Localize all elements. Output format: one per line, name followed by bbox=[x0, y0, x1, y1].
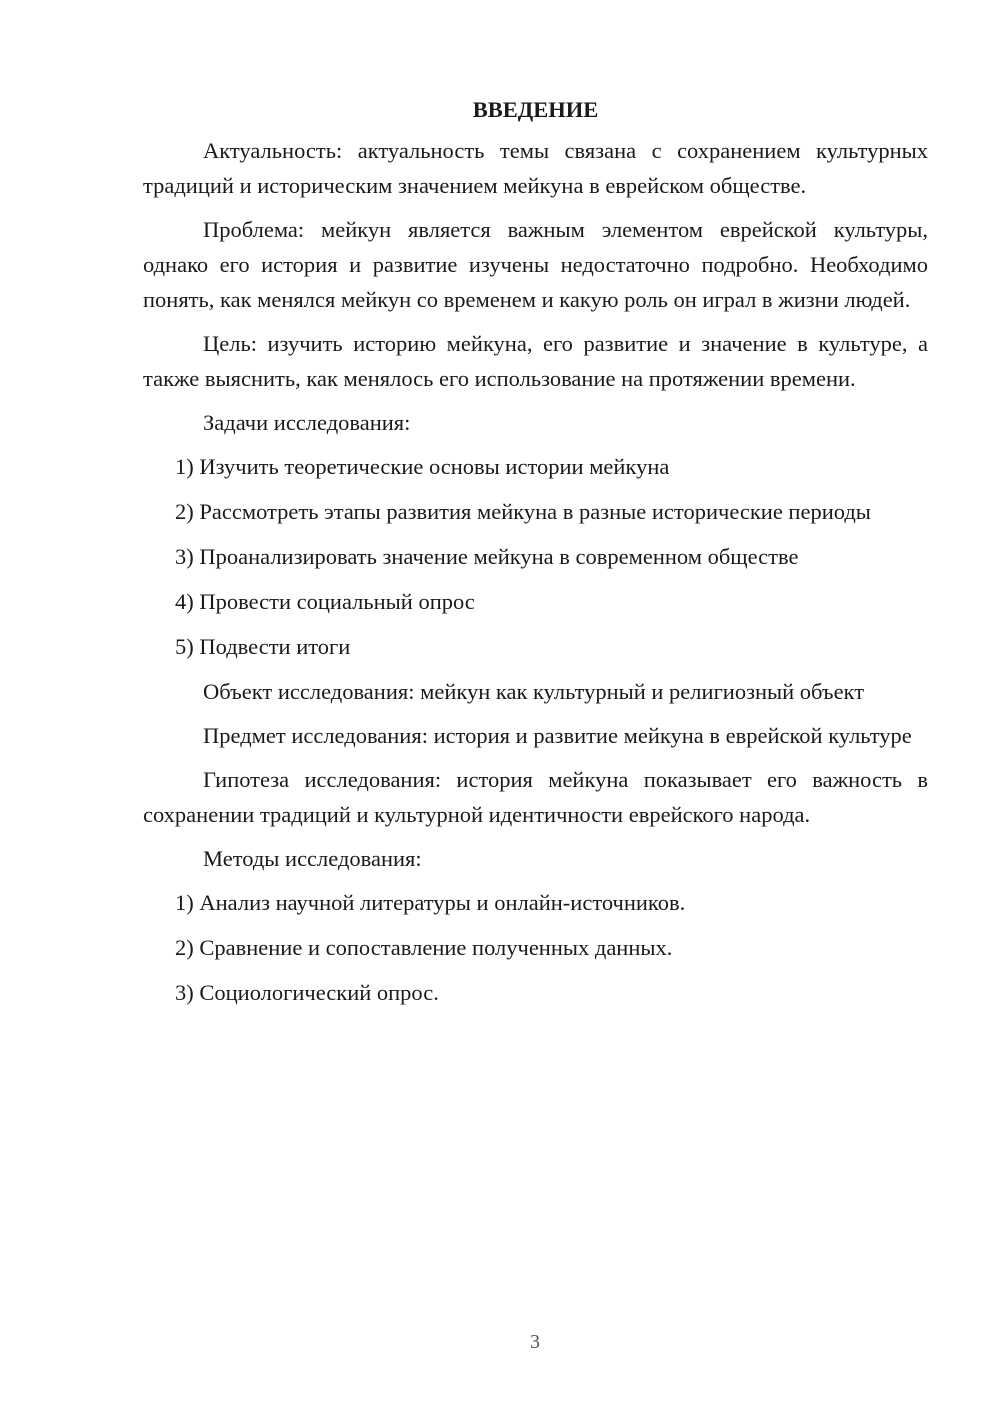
task-item: 5) Подвести итоги bbox=[175, 634, 351, 659]
problem-paragraph: Проблема: мейкун является важным элементом еврейской культуры, однако его история и развитие изучены недостаточно подробно. Необходимо понять, как менялся мейкун со временем и какую роль он играл в жизни людей. bbox=[143, 217, 928, 312]
document-page bbox=[143, 92, 928, 1020]
relevance-paragraph: Актуальность: актуальность темы связана с сохранением культурных традиций и историческим значением мейкуна в еврейском обществе. bbox=[143, 138, 928, 198]
method-item: 3) Социологический опрос. bbox=[175, 980, 439, 1005]
subject-paragraph: Предмет исследования: история и развитие мейкуна в еврейской культуре bbox=[203, 723, 912, 748]
methods-title: Методы исследования: bbox=[203, 846, 422, 871]
hypothesis-paragraph: Гипотеза исследования: история мейкуна показывает его важность в сохранении традиций и культурной идентичности еврейского народа. bbox=[143, 767, 928, 827]
section-heading: ВВЕДЕНИЕ bbox=[472, 97, 599, 122]
tasks-title: Задачи исследования: bbox=[203, 410, 411, 435]
task-item: 4) Провести социальный опрос bbox=[175, 589, 475, 614]
page-number: 3 bbox=[530, 1331, 540, 1353]
task-item: 3) Проанализировать значение мейкуна в современном обществе bbox=[175, 544, 799, 569]
object-paragraph: Объект исследования: мейкун как культурный и религиозный объект bbox=[203, 679, 865, 704]
goal-paragraph: Цель: изучить историю мейкуна, его развитие и значение в культуре, а также выяснить, как менялось его использование на протяжении времени. bbox=[143, 331, 928, 391]
method-item: 2) Сравнение и сопоставление полученных данных. bbox=[175, 935, 673, 960]
task-item: 2) Рассмотреть этапы развития мейкуна в разные исторические периоды bbox=[175, 499, 871, 524]
task-item: 1) Изучить теоретические основы истории мейкуна bbox=[175, 454, 670, 479]
method-item: 1) Анализ научной литературы и онлайн-источников. bbox=[175, 890, 686, 915]
